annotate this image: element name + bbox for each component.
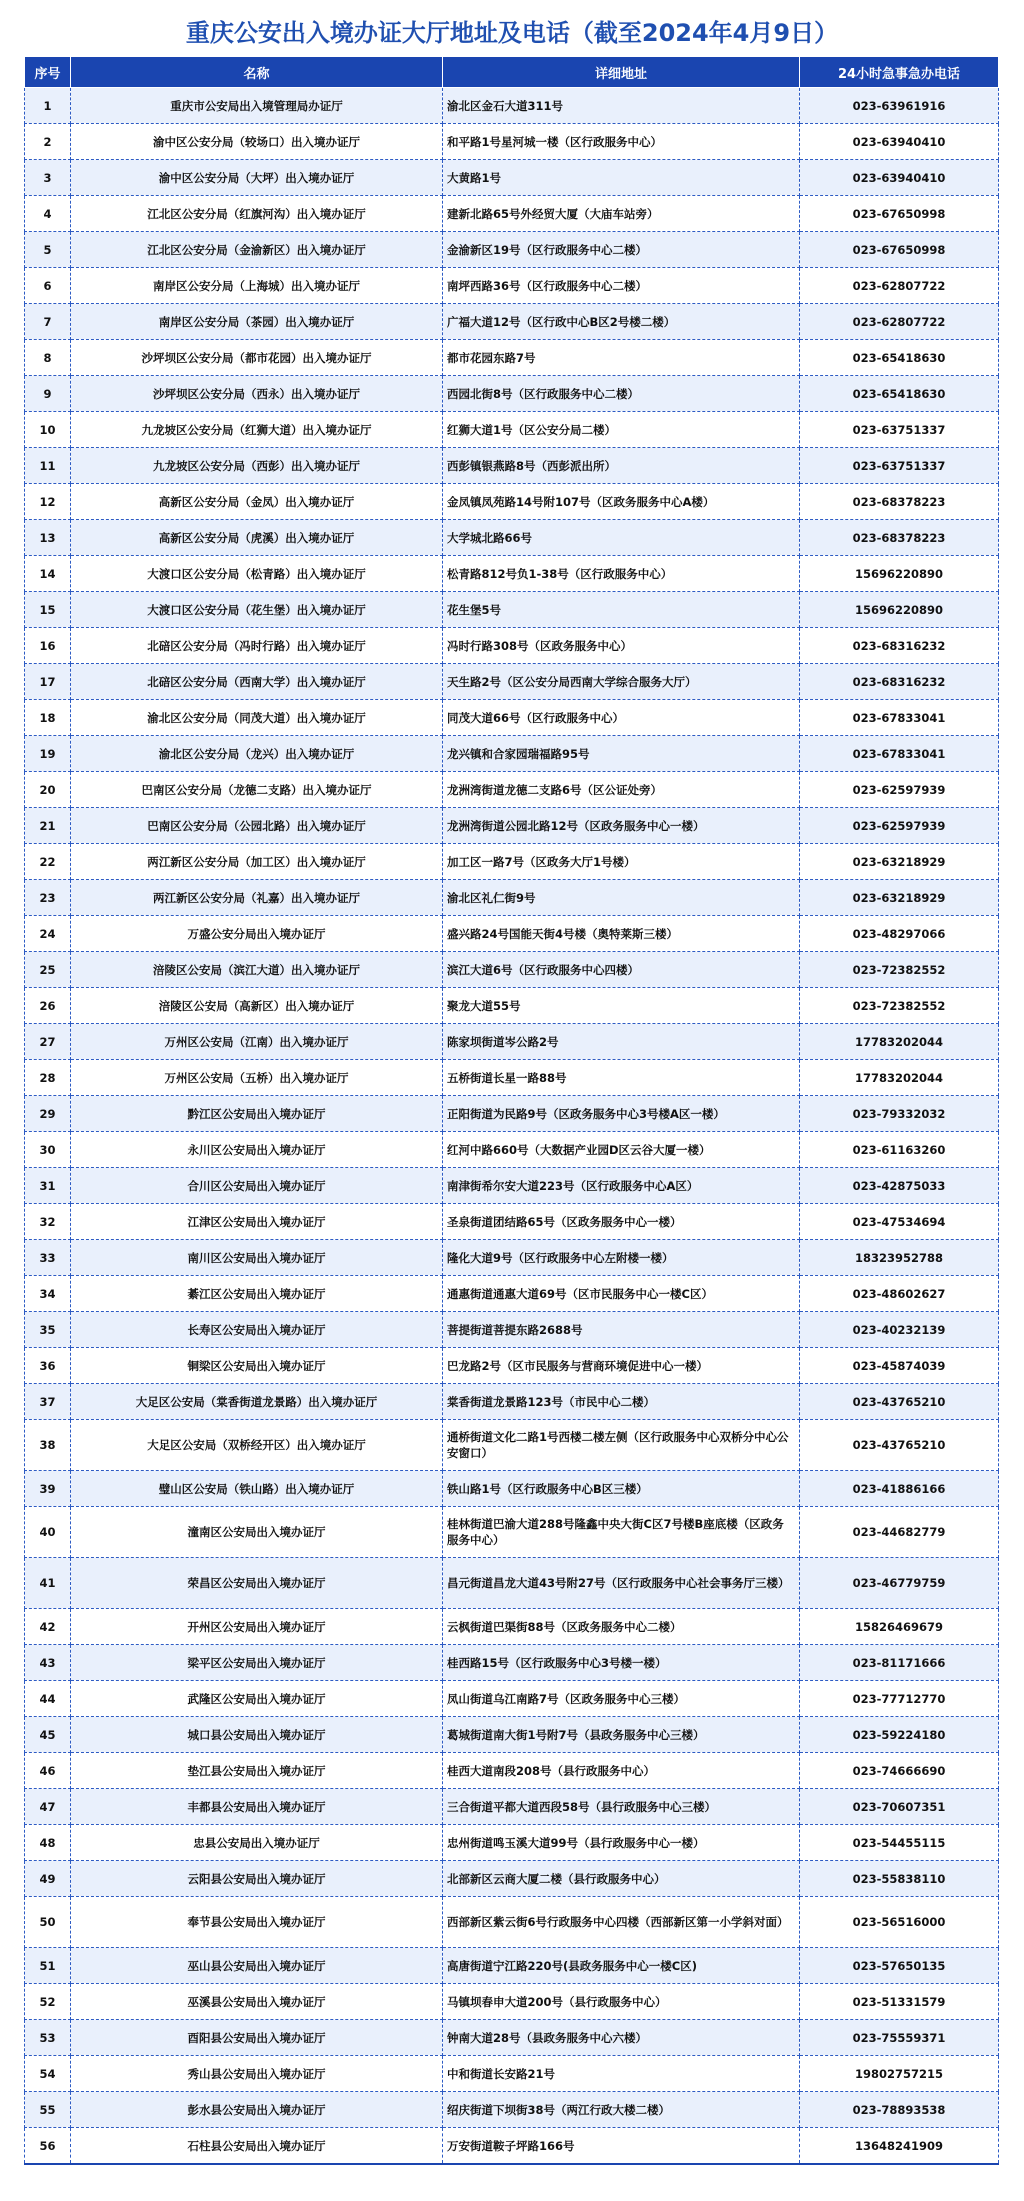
row-number: 34	[25, 1276, 71, 1312]
table-row	[25, 880, 999, 916]
office-address: 南坪西路36号（区行政服务中心二楼）	[443, 268, 800, 304]
row-number: 51	[25, 1948, 71, 1984]
office-name: 高新区公安分局（金凤）出入境办证厅	[71, 484, 443, 520]
office-address: 葛城街道南大街1号附7号（县政务服务中心三楼）	[443, 1717, 800, 1753]
office-name: 大足区公安局（双桥经开区）出入境办证厅	[71, 1420, 443, 1471]
office-name: 永川区公安局出入境办证厅	[71, 1132, 443, 1168]
row-number: 12	[25, 484, 71, 520]
office-address: 龙洲湾街道龙德二支路6号（区公证处旁）	[443, 772, 800, 808]
table-row	[25, 1240, 999, 1276]
office-name: 合川区公安局出入境办证厅	[71, 1168, 443, 1204]
office-address: 龙兴镇和合家园瑞福路95号	[443, 736, 800, 772]
row-number: 37	[25, 1384, 71, 1420]
row-number: 50	[25, 1897, 71, 1948]
row-number: 19	[25, 736, 71, 772]
office-phone: 023-68316232	[800, 628, 999, 664]
row-number: 18	[25, 700, 71, 736]
table-row	[25, 232, 999, 268]
office-address: 大黄路1号	[443, 160, 800, 196]
office-name: 两江新区公安分局（礼嘉）出入境办证厅	[71, 880, 443, 916]
office-address: 龙洲湾街道公园北路12号（区政务服务中心一楼）	[443, 808, 800, 844]
row-number: 40	[25, 1507, 71, 1558]
row-number: 32	[25, 1204, 71, 1240]
table-row	[25, 1132, 999, 1168]
header-name: 名称	[71, 57, 443, 88]
row-number: 11	[25, 448, 71, 484]
office-address: 巴龙路2号（区市民服务与营商环境促进中心一楼）	[443, 1348, 800, 1384]
office-phone: 023-62597939	[800, 808, 999, 844]
table-row	[25, 2020, 999, 2056]
office-address: 万安街道鞍子坪路166号	[443, 2128, 800, 2165]
office-name: 垫江县公安局出入境办证厅	[71, 1753, 443, 1789]
office-name: 沙坪坝区公安分局（西永）出入境办证厅	[71, 376, 443, 412]
office-name: 万州区公安局（五桥）出入境办证厅	[71, 1060, 443, 1096]
office-address: 大学城北路66号	[443, 520, 800, 556]
header-phone: 24小时急事急办电话	[800, 57, 999, 88]
row-number: 2	[25, 124, 71, 160]
office-address: 隆化大道9号（区行政服务中心左附楼一楼）	[443, 1240, 800, 1276]
office-phone: 023-41886166	[800, 1471, 999, 1507]
table-row	[25, 1984, 999, 2020]
office-phone: 023-42875033	[800, 1168, 999, 1204]
office-address: 聚龙大道55号	[443, 988, 800, 1024]
row-number: 44	[25, 1681, 71, 1717]
office-name: 南川区公安局出入境办证厅	[71, 1240, 443, 1276]
office-phone: 023-67833041	[800, 736, 999, 772]
row-number: 20	[25, 772, 71, 808]
office-address: 马镇坝春申大道200号（县行政服务中心）	[443, 1984, 800, 2020]
office-address: 冯时行路308号（区政务服务中心）	[443, 628, 800, 664]
row-number: 22	[25, 844, 71, 880]
office-address: 广福大道12号（区行政中心B区2号楼二楼）	[443, 304, 800, 340]
table-row	[25, 160, 999, 196]
row-number: 9	[25, 376, 71, 412]
office-name: 大渡口区公安分局（松青路）出入境办证厅	[71, 556, 443, 592]
table-row	[25, 772, 999, 808]
office-address: 三合街道平都大道西段58号（县行政服务中心三楼）	[443, 1789, 800, 1825]
row-number: 38	[25, 1420, 71, 1471]
table-row	[25, 664, 999, 700]
table-row	[25, 592, 999, 628]
office-name: 酉阳县公安局出入境办证厅	[71, 2020, 443, 2056]
office-phone: 17783202044	[800, 1024, 999, 1060]
office-phone: 023-63961916	[800, 88, 999, 124]
office-name: 大足区公安局（棠香街道龙景路）出入境办证厅	[71, 1384, 443, 1420]
office-name: 城口县公安局出入境办证厅	[71, 1717, 443, 1753]
table-row	[25, 1204, 999, 1240]
office-address: 西彭镇银燕路8号（西彭派出所）	[443, 448, 800, 484]
office-address: 五桥街道长星一路88号	[443, 1060, 800, 1096]
row-number: 26	[25, 988, 71, 1024]
office-address: 凤山街道乌江南路7号（区政务服务中心三楼）	[443, 1681, 800, 1717]
office-name: 北碚区公安分局（冯时行路）出入境办证厅	[71, 628, 443, 664]
office-name: 渝北区公安分局（龙兴）出入境办证厅	[71, 736, 443, 772]
row-number: 49	[25, 1861, 71, 1897]
office-phone: 023-65418630	[800, 376, 999, 412]
row-number: 46	[25, 1753, 71, 1789]
table-row	[25, 1948, 999, 1984]
office-name: 綦江区公安局出入境办证厅	[71, 1276, 443, 1312]
row-number: 6	[25, 268, 71, 304]
row-number: 30	[25, 1132, 71, 1168]
office-address: 天生路2号（区公安分局西南大学综合服务大厅）	[443, 664, 800, 700]
office-phone: 023-63940410	[800, 124, 999, 160]
row-number: 3	[25, 160, 71, 196]
row-number: 43	[25, 1645, 71, 1681]
office-name: 丰都县公安局出入境办证厅	[71, 1789, 443, 1825]
row-number: 28	[25, 1060, 71, 1096]
office-address: 桂西大道南段208号（县行政服务中心）	[443, 1753, 800, 1789]
office-address: 和平路1号星河城一楼（区行政服务中心）	[443, 124, 800, 160]
row-number: 41	[25, 1558, 71, 1609]
table-row	[25, 268, 999, 304]
office-phone: 17783202044	[800, 1060, 999, 1096]
office-address: 菩提街道菩提东路2688号	[443, 1312, 800, 1348]
table-row	[25, 1753, 999, 1789]
office-phone: 023-63218929	[800, 880, 999, 916]
row-number: 16	[25, 628, 71, 664]
office-phone: 023-46779759	[800, 1558, 999, 1609]
office-name: 璧山区公安局（铁山路）出入境办证厅	[71, 1471, 443, 1507]
office-phone: 023-56516000	[800, 1897, 999, 1948]
office-phone: 023-48297066	[800, 916, 999, 952]
office-phone: 023-54455115	[800, 1825, 999, 1861]
row-number: 15	[25, 592, 71, 628]
office-phone: 023-68378223	[800, 484, 999, 520]
office-phone: 023-45874039	[800, 1348, 999, 1384]
row-number: 52	[25, 1984, 71, 2020]
office-name: 涪陵区公安局（高新区）出入境办证厅	[71, 988, 443, 1024]
table-row	[25, 916, 999, 952]
office-phone: 023-62597939	[800, 772, 999, 808]
table-row	[25, 988, 999, 1024]
table-row	[25, 952, 999, 988]
office-address: 中和街道长安路21号	[443, 2056, 800, 2092]
row-number: 33	[25, 1240, 71, 1276]
office-phone: 023-79332032	[800, 1096, 999, 1132]
office-phone: 19802757215	[800, 2056, 999, 2092]
office-phone: 023-67833041	[800, 700, 999, 736]
table-row	[25, 736, 999, 772]
office-phone: 023-72382552	[800, 952, 999, 988]
office-address: 滨江大道6号（区行政服务中心四楼）	[443, 952, 800, 988]
office-phone: 023-63751337	[800, 448, 999, 484]
office-name: 梁平区公安局出入境办证厅	[71, 1645, 443, 1681]
row-number: 5	[25, 232, 71, 268]
header-address: 详细地址	[443, 57, 800, 88]
office-name: 北碚区公安分局（西南大学）出入境办证厅	[71, 664, 443, 700]
office-name: 九龙坡区公安分局（西彭）出入境办证厅	[71, 448, 443, 484]
table-row	[25, 1348, 999, 1384]
office-address: 渝北区礼仁街9号	[443, 880, 800, 916]
office-phone: 13648241909	[800, 2128, 999, 2165]
table-row	[25, 1897, 999, 1948]
office-name: 南岸区公安分局（上海城）出入境办证厅	[71, 268, 443, 304]
table-row	[25, 2092, 999, 2128]
row-number: 7	[25, 304, 71, 340]
office-phone: 023-55838110	[800, 1861, 999, 1897]
table-row	[25, 1789, 999, 1825]
table-row	[25, 628, 999, 664]
row-number: 45	[25, 1717, 71, 1753]
table-row	[25, 808, 999, 844]
address-table	[24, 56, 999, 2165]
office-name: 大渡口区公安分局（花生堡）出入境办证厅	[71, 592, 443, 628]
office-name: 重庆市公安局出入境管理局办证厅	[71, 88, 443, 124]
office-name: 巴南区公安分局（公园北路）出入境办证厅	[71, 808, 443, 844]
office-phone: 023-40232139	[800, 1312, 999, 1348]
office-phone: 023-43765210	[800, 1384, 999, 1420]
office-phone: 023-62807722	[800, 268, 999, 304]
table-row	[25, 1024, 999, 1060]
office-phone: 18323952788	[800, 1240, 999, 1276]
office-phone: 023-67650998	[800, 196, 999, 232]
table-row	[25, 304, 999, 340]
office-address: 高唐街道宁江路220号(县政务服务中心一楼C区)	[443, 1948, 800, 1984]
office-name: 开州区公安局出入境办证厅	[71, 1609, 443, 1645]
row-number: 35	[25, 1312, 71, 1348]
office-phone: 023-62807722	[800, 304, 999, 340]
office-name: 江北区公安分局（红旗河沟）出入境办证厅	[71, 196, 443, 232]
office-phone: 15696220890	[800, 556, 999, 592]
row-number: 21	[25, 808, 71, 844]
row-number: 48	[25, 1825, 71, 1861]
office-name: 云阳县公安局出入境办证厅	[71, 1861, 443, 1897]
office-name: 奉节县公安局出入境办证厅	[71, 1897, 443, 1948]
table-row	[25, 1861, 999, 1897]
office-name: 渝中区公安分局（较场口）出入境办证厅	[71, 124, 443, 160]
office-address: 圣泉街道团结路65号（区政务服务中心一楼）	[443, 1204, 800, 1240]
office-address: 红狮大道1号（区公安分局二楼）	[443, 412, 800, 448]
office-address: 松青路812号负1-38号（区行政服务中心）	[443, 556, 800, 592]
table-row	[25, 520, 999, 556]
table-row	[25, 1168, 999, 1204]
office-name: 渝中区公安分局（大坪）出入境办证厅	[71, 160, 443, 196]
office-address: 通惠街道通惠大道69号（区市民服务中心一楼C区）	[443, 1276, 800, 1312]
header-no: 序号	[25, 57, 71, 88]
office-address: 金渝新区19号（区行政服务中心二楼）	[443, 232, 800, 268]
office-address: 忠州街道鸣玉溪大道99号（县行政服务中心一楼）	[443, 1825, 800, 1861]
office-phone: 15826469679	[800, 1609, 999, 1645]
table-row	[25, 340, 999, 376]
row-number: 1	[25, 88, 71, 124]
table-row	[25, 1825, 999, 1861]
office-address: 铁山路1号（区行政服务中心B区三楼）	[443, 1471, 800, 1507]
office-address: 绍庆街道下坝街38号（两江行政大楼二楼）	[443, 2092, 800, 2128]
office-address: 花生堡5号	[443, 592, 800, 628]
row-number: 56	[25, 2128, 71, 2165]
row-number: 47	[25, 1789, 71, 1825]
row-number: 27	[25, 1024, 71, 1060]
table-row	[25, 1420, 999, 1471]
row-number: 25	[25, 952, 71, 988]
office-name: 江北区公安分局（金渝新区）出入境办证厅	[71, 232, 443, 268]
row-number: 14	[25, 556, 71, 592]
table-row	[25, 1060, 999, 1096]
office-name: 石柱县公安局出入境办证厅	[71, 2128, 443, 2165]
office-name: 高新区公安分局（虎溪）出入境办证厅	[71, 520, 443, 556]
office-phone: 023-48602627	[800, 1276, 999, 1312]
table-row	[25, 1276, 999, 1312]
row-number: 53	[25, 2020, 71, 2056]
office-phone: 023-61163260	[800, 1132, 999, 1168]
office-phone: 023-44682779	[800, 1507, 999, 1558]
office-name: 黔江区公安局出入境办证厅	[71, 1096, 443, 1132]
row-number: 23	[25, 880, 71, 916]
office-address: 加工区一路7号（区政务大厅1号楼）	[443, 844, 800, 880]
office-phone: 023-63751337	[800, 412, 999, 448]
table-row	[25, 448, 999, 484]
row-number: 13	[25, 520, 71, 556]
office-phone: 023-70607351	[800, 1789, 999, 1825]
table-row	[25, 2128, 999, 2165]
office-address: 通桥街道文化二路1号西楼二楼左侧（区行政服务中心双桥分中心公安窗口）	[443, 1420, 800, 1471]
office-address: 西园北街8号（区行政服务中心二楼）	[443, 376, 800, 412]
office-name: 潼南区公安局出入境办证厅	[71, 1507, 443, 1558]
office-name: 荣昌区公安局出入境办证厅	[71, 1558, 443, 1609]
row-number: 39	[25, 1471, 71, 1507]
table-row	[25, 2056, 999, 2092]
office-name: 涪陵区公安局（滨江大道）出入境办证厅	[71, 952, 443, 988]
office-address: 桂西路15号（区行政服务中心3号楼一楼）	[443, 1645, 800, 1681]
office-address: 盛兴路24号国能天街4号楼（奥特莱斯三楼）	[443, 916, 800, 952]
office-name: 九龙坡区公安分局（红狮大道）出入境办证厅	[71, 412, 443, 448]
office-name: 彭水县公安局出入境办证厅	[71, 2092, 443, 2128]
row-number: 8	[25, 340, 71, 376]
table-row	[25, 196, 999, 232]
office-name: 巫山县公安局出入境办证厅	[71, 1948, 443, 1984]
office-phone: 023-57650135	[800, 1948, 999, 1984]
office-phone: 023-68378223	[800, 520, 999, 556]
office-name: 两江新区公安分局（加工区）出入境办证厅	[71, 844, 443, 880]
office-address: 南津街希尔安大道223号（区行政服务中心A区）	[443, 1168, 800, 1204]
table-row	[25, 1558, 999, 1609]
office-phone: 023-78893538	[800, 2092, 999, 2128]
office-address: 昌元街道昌龙大道43号附27号（区行政服务中心社会事务厅三楼）	[443, 1558, 800, 1609]
table-row	[25, 1096, 999, 1132]
office-phone: 023-63940410	[800, 160, 999, 196]
office-name: 万盛公安分局出入境办证厅	[71, 916, 443, 952]
row-number: 42	[25, 1609, 71, 1645]
row-number: 29	[25, 1096, 71, 1132]
office-address: 云枫街道巴渠街88号（区政务服务中心二楼）	[443, 1609, 800, 1645]
office-phone: 023-67650998	[800, 232, 999, 268]
office-address: 红河中路660号（大数据产业园D区云谷大厦一楼）	[443, 1132, 800, 1168]
office-address: 渝北区金石大道311号	[443, 88, 800, 124]
office-phone: 023-51331579	[800, 1984, 999, 2020]
office-phone: 023-74666690	[800, 1753, 999, 1789]
office-phone: 023-43765210	[800, 1420, 999, 1471]
office-phone: 023-59224180	[800, 1717, 999, 1753]
office-name: 沙坪坝区公安分局（都市花园）出入境办证厅	[71, 340, 443, 376]
office-address: 正阳街道为民路9号（区政务服务中心3号楼A区一楼）	[443, 1096, 800, 1132]
office-address: 陈家坝街道岑公路2号	[443, 1024, 800, 1060]
table-row	[25, 1681, 999, 1717]
table-row	[25, 556, 999, 592]
row-number: 10	[25, 412, 71, 448]
office-phone: 023-75559371	[800, 2020, 999, 2056]
office-name: 武隆区公安局出入境办证厅	[71, 1681, 443, 1717]
office-address: 金凤镇凤苑路14号附107号（区政务服务中心A楼）	[443, 484, 800, 520]
table-row	[25, 1717, 999, 1753]
table-row	[25, 1609, 999, 1645]
row-number: 24	[25, 916, 71, 952]
row-number: 36	[25, 1348, 71, 1384]
office-phone: 023-47534694	[800, 1204, 999, 1240]
office-phone: 023-72382552	[800, 988, 999, 1024]
row-number: 54	[25, 2056, 71, 2092]
office-address: 西部新区紫云街6号行政服务中心四楼（西部新区第一小学斜对面）	[443, 1897, 800, 1948]
table-body	[25, 88, 999, 2165]
row-number: 17	[25, 664, 71, 700]
office-name: 渝北区公安分局（同茂大道）出入境办证厅	[71, 700, 443, 736]
office-address: 建新北路65号外经贸大厦（大庙车站旁）	[443, 196, 800, 232]
office-phone: 023-77712770	[800, 1681, 999, 1717]
table-row	[25, 412, 999, 448]
office-address: 钟南大道28号（县政务服务中心六楼）	[443, 2020, 800, 2056]
table-row	[25, 700, 999, 736]
office-phone: 023-63218929	[800, 844, 999, 880]
office-phone: 023-65418630	[800, 340, 999, 376]
table-row	[25, 484, 999, 520]
office-name: 巫溪县公安局出入境办证厅	[71, 1984, 443, 2020]
office-address: 都市花园东路7号	[443, 340, 800, 376]
table-row	[25, 1507, 999, 1558]
table-header-row	[25, 57, 999, 88]
office-phone: 023-81171666	[800, 1645, 999, 1681]
table-row	[25, 1471, 999, 1507]
office-name: 秀山县公安局出入境办证厅	[71, 2056, 443, 2092]
row-number: 31	[25, 1168, 71, 1204]
page-title: 重庆公安出入境办证大厅地址及电话（截至2024年4月9日）	[185, 19, 839, 47]
table-row	[25, 376, 999, 412]
office-address: 棠香街道龙景路123号（市民中心二楼）	[443, 1384, 800, 1420]
table-row	[25, 844, 999, 880]
office-address: 同茂大道66号（区行政服务中心）	[443, 700, 800, 736]
office-name: 忠县公安局出入境办证厅	[71, 1825, 443, 1861]
table-row	[25, 1384, 999, 1420]
row-number: 55	[25, 2092, 71, 2128]
office-name: 长寿区公安局出入境办证厅	[71, 1312, 443, 1348]
office-phone: 15696220890	[800, 592, 999, 628]
office-name: 南岸区公安分局（茶园）出入境办证厅	[71, 304, 443, 340]
office-address: 北部新区云商大厦二楼（县行政服务中心）	[443, 1861, 800, 1897]
table-row	[25, 1645, 999, 1681]
office-name: 铜梁区公安局出入境办证厅	[71, 1348, 443, 1384]
table-row	[25, 88, 999, 124]
office-name: 江津区公安局出入境办证厅	[71, 1204, 443, 1240]
table-row	[25, 124, 999, 160]
office-phone: 023-68316232	[800, 664, 999, 700]
office-name: 巴南区公安分局（龙德二支路）出入境办证厅	[71, 772, 443, 808]
office-address: 桂林街道巴渝大道288号隆鑫中央大街C区7号楼B座底楼（区政务服务中心）	[443, 1507, 800, 1558]
row-number: 4	[25, 196, 71, 232]
table-row	[25, 1312, 999, 1348]
office-name: 万州区公安局（江南）出入境办证厅	[71, 1024, 443, 1060]
